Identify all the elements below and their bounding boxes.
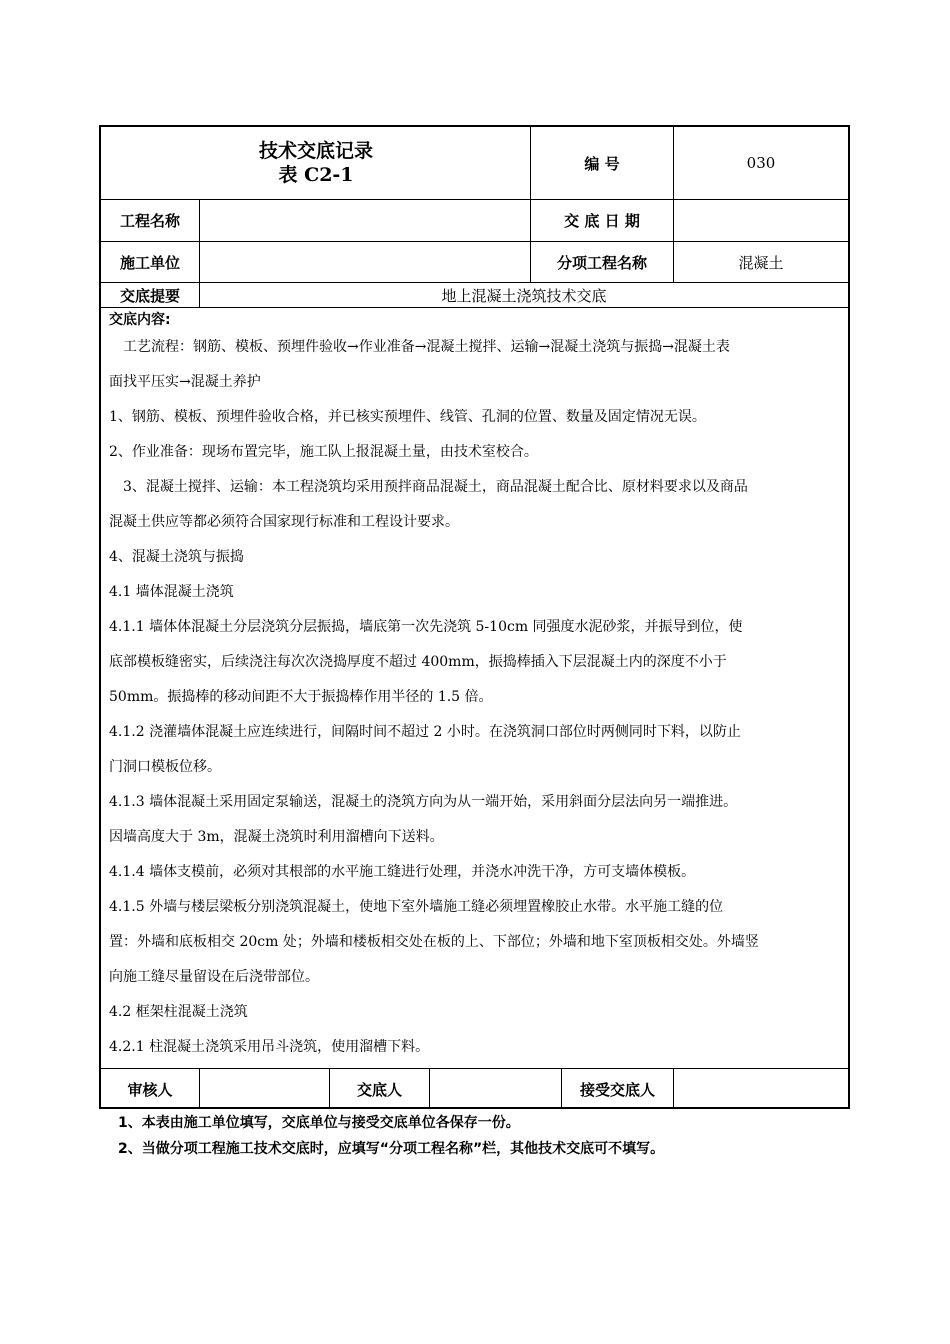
construction-unit-label: 施工单位 <box>119 253 180 272</box>
reviewer-label: 审核人 <box>127 1080 173 1099</box>
content-line: 50mm。振捣棒的移动间距不大于振捣棒作用半径的 1.5 倍。 <box>109 689 493 705</box>
content-line: 4.1.1 墙体体混凝土分层浇筑分层振捣，墙底第一次先浇筑 5-10cm 同强度水泥砂浆，并振导到位，使 <box>109 619 743 635</box>
content-line: 面找平压实→混凝土养护 <box>109 374 261 390</box>
content-line: 置：外墙和底板相交 20cm 处；外墙和楼板相交处在板的上、下部位；外墙和地下室顶板相交处。外墙竖 <box>109 934 759 950</box>
summary-field[interactable]: 地上混凝土浇筑技术交底 <box>441 286 607 305</box>
date-field[interactable] <box>674 200 848 241</box>
content-line: 3、混凝土搅拌、运输：本工程浇筑均采用预拌商品混凝土，商品混凝土配合比、原材料要求以及商品 <box>109 479 748 495</box>
content-line: 4.1.4 墙体支模前，必须对其根部的水平施工缝进行处理，并浇水冲洗干净，方可支墙体模板。 <box>109 864 696 880</box>
project-name-label: 工程名称 <box>119 212 180 230</box>
code-label: 编 号 <box>584 154 620 173</box>
technical-disclosure-form <box>99 125 850 1109</box>
content-line: 底部模板缝密实，后续浇注每次次浇捣厚度不超过 400mm，振捣棒插入下层混凝土内的深度不小于 <box>109 654 727 670</box>
subproject-name-label: 分项工程名称 <box>556 253 647 272</box>
reviewer-field[interactable] <box>200 1069 329 1109</box>
construction-unit-field[interactable] <box>200 242 530 282</box>
content-line: 4.2 框架柱混凝土浇筑 <box>109 1004 248 1020</box>
footnote: 1、本表由施工单位填写，交底单位与接受交底单位各保存一份。 <box>118 1115 520 1131</box>
discloser-field[interactable] <box>430 1069 561 1109</box>
receiver-field[interactable] <box>674 1069 848 1109</box>
subproject-name-field[interactable]: 混凝土 <box>738 253 784 272</box>
content-line: 4.1.5 外墙与楼层梁板分别浇筑混凝土，使地下室外墙施工缝必须埋置橡胶止水带。水平施工缝的位 <box>109 899 724 915</box>
disclosure-content <box>109 310 842 1065</box>
form-title-line1: 技术交底记录 <box>258 140 373 162</box>
row-divider <box>101 307 848 308</box>
content-line: 4.2.1 柱混凝土浇筑采用吊斗浇筑，使用溜槽下料。 <box>109 1039 430 1055</box>
content-line: 2、作业准备：现场布置完毕，施工队上报混凝土量，由技术室校合。 <box>109 444 538 460</box>
form-title <box>101 127 531 199</box>
code-value[interactable]: 030 <box>746 154 776 172</box>
content-label: 交底内容: <box>109 312 171 328</box>
content-line: 1、钢筋、模板、预埋件验收合格，并已核实预埋件、线管、孔洞的位置、数量及固定情况无误。 <box>109 409 706 425</box>
receiver-label: 接受交底人 <box>579 1080 655 1099</box>
content-line: 向施工缝尽量留设在后浇带部位。 <box>109 969 319 985</box>
summary-label: 交底提要 <box>119 286 180 305</box>
content-line: 4.1.3 墙体混凝土采用固定泵输送，混凝土的浇筑方向为从一端开始，采用斜面分层法向另一端推进。 <box>109 794 738 810</box>
footnote: 2、当做分项工程施工技术交底时，应填写“分项工程名称”栏，其他技术交底可不填写。 <box>118 1141 665 1157</box>
content-line: 4、混凝土浇筑与振捣 <box>109 549 244 565</box>
project-name-field[interactable] <box>200 200 530 241</box>
content-line: 4.1 墙体混凝土浇筑 <box>109 584 234 600</box>
form-title-line2: 表 C2-1 <box>278 164 354 186</box>
content-line: 4.1.2 浇灌墙体混凝土应连续进行，间隔时间不超过 2 小时。在浇筑洞口部位时两侧同时下料，以防止 <box>109 724 741 740</box>
content-line: 混凝土供应等都必须符合国家现行标准和工程设计要求。 <box>109 514 459 530</box>
content-line: 因墙高度大于 3m，混凝土浇筑时利用溜槽向下送料。 <box>109 829 444 845</box>
content-line: 工艺流程：钢筋、模板、预埋件验收→作业准备→混凝土搅拌、运输→混凝土浇筑与振捣→混凝土表 <box>109 339 730 355</box>
content-line: 门洞口模板位移。 <box>109 759 221 775</box>
date-label: 交 底 日 期 <box>564 212 640 230</box>
discloser-label: 交底人 <box>356 1080 402 1099</box>
